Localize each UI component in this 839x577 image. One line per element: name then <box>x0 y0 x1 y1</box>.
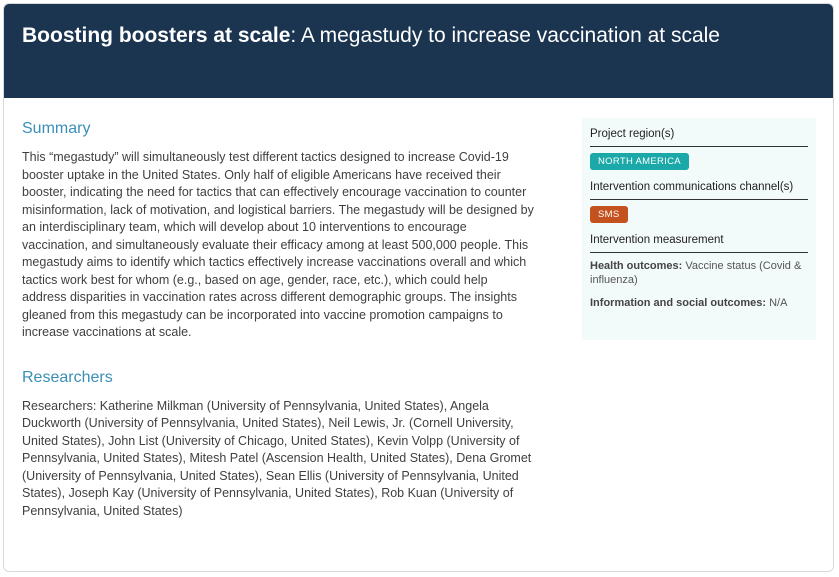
title-bold: Boosting boosters at scale <box>22 24 291 47</box>
project-header <box>4 4 833 98</box>
info-outcomes-value: N/A <box>766 297 788 309</box>
project-details-sidebar <box>582 118 816 340</box>
region-badge[interactable]: NORTH AMERICA <box>590 153 689 170</box>
health-outcomes <box>590 259 808 287</box>
project-card <box>3 3 834 572</box>
page-title <box>22 23 722 49</box>
measurement-label: Intervention measurement <box>590 233 808 253</box>
researchers-heading: Researchers <box>22 368 113 386</box>
health-outcomes-value: Vaccine status (Covid & influenza) <box>590 260 802 286</box>
channel-badge[interactable]: SMS <box>590 206 628 223</box>
main-content <box>22 119 534 520</box>
researchers-section <box>22 368 534 521</box>
info-outcomes-label: Information and social outcomes: <box>590 297 767 309</box>
title-rest: : A megastudy to increase vaccination at scale <box>290 24 720 47</box>
info-social-outcomes <box>590 296 808 310</box>
summary-text: This “megastudy” will simultaneously test different tactics designed to increase Covid-19 booster uptake in the United States. Only half of eligible Americans have received their booster, indicating the need for tactics that can effectively encourage vaccination to counter misinformation, lack of motivation, and logistical barriers. The megastudy will be designed by an interdisciplinary team, which will develop about 10 interventions to encourage vaccination, and simultaneously evaluate their efficacy among at least 500,000 people. This megastudy aims to identify which tactics effectively increase vaccinations overall and which tactics work best for whom (e.g., based on age, gender, race, etc.), which could help address disparities in vaccination rates across different demographic groups. The insights gleaned from this megastudy can be incorporated into vaccine promotion campaigns to increase vaccinations at scale. <box>22 150 534 339</box>
region-label: Project region(s) <box>590 127 808 147</box>
channel-label: Intervention communications channel(s) <box>590 180 808 200</box>
researchers-text: Researchers: Katherine Milkman (University of Pennsylvania, United States), Angela Duckworth (University of Pennsylvania, United States), Neil Lewis, Jr. (Cornell University, United States), John List (University of Chicago, United States), Kevin Volpp (University of Pennsylvania, United States), Mitesh Patel (Ascension Health, United States), Dena Gromet (University of Pennsylvania, United States), Sean Ellis (University of Pennsylvania, United States), Joseph Kay (University of Pennsylvania, United States), Rob Kuan (University of Pennsylvania, United States) <box>22 398 532 518</box>
health-outcomes-label: Health outcomes: <box>590 260 683 272</box>
summary-heading: Summary <box>22 120 91 137</box>
